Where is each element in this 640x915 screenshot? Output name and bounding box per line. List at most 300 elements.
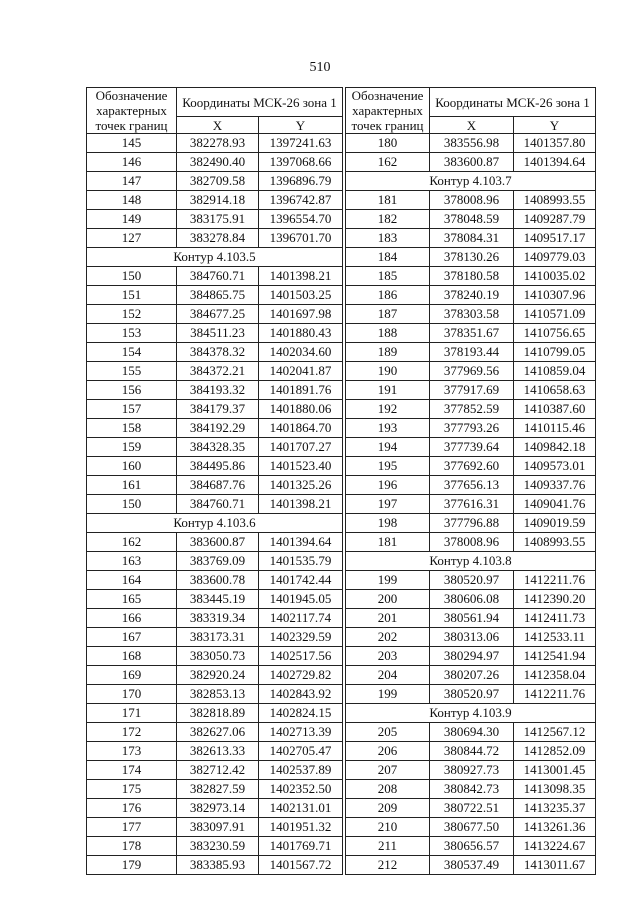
x-cell: 378303.58 (430, 305, 514, 324)
y-cell: 1402705.47 (259, 742, 343, 761)
x-cell: 380844.72 (430, 742, 514, 761)
point-cell: 178 (87, 837, 177, 856)
point-cell: 166 (87, 609, 177, 628)
table-row (346, 723, 596, 742)
x-cell: 382613.33 (177, 742, 259, 761)
y-cell: 1401707.27 (259, 438, 343, 457)
point-cell: 206 (346, 742, 430, 761)
x-cell: 377739.64 (430, 438, 514, 457)
point-cell: 152 (87, 305, 177, 324)
x-cell: 378084.31 (430, 229, 514, 248)
y-cell: 1396554.70 (259, 210, 343, 229)
section-label: Контур 4.103.7 (346, 172, 596, 191)
table-row (346, 514, 596, 533)
table-row (346, 210, 596, 229)
table-row (87, 438, 343, 457)
y-cell: 1401864.70 (259, 419, 343, 438)
point-cell: 180 (346, 134, 430, 153)
table-row (87, 476, 343, 495)
section-row (87, 248, 343, 267)
table-row (87, 343, 343, 362)
x-cell: 377616.31 (430, 495, 514, 514)
point-cell: 165 (87, 590, 177, 609)
y-cell: 1401880.06 (259, 400, 343, 419)
y-cell: 1401503.25 (259, 286, 343, 305)
x-cell: 378193.44 (430, 343, 514, 362)
y-cell: 1410756.65 (514, 324, 596, 343)
x-cell: 383175.91 (177, 210, 259, 229)
y-cell: 1402329.59 (259, 628, 343, 647)
x-cell: 380694.30 (430, 723, 514, 742)
table-row (346, 818, 596, 837)
point-cell: 184 (346, 248, 430, 267)
x-cell: 383173.31 (177, 628, 259, 647)
point-cell: 150 (87, 267, 177, 286)
y-cell: 1409573.01 (514, 457, 596, 476)
point-cell: 199 (346, 685, 430, 704)
table-row (87, 761, 343, 780)
y-cell: 1402824.15 (259, 704, 343, 723)
y-cell: 1401697.98 (259, 305, 343, 324)
table-row (87, 210, 343, 229)
point-cell: 170 (87, 685, 177, 704)
y-cell: 1409287.79 (514, 210, 596, 229)
y-cell: 1413224.67 (514, 837, 596, 856)
x-cell: 382712.42 (177, 761, 259, 780)
point-cell: 163 (87, 552, 177, 571)
x-cell: 382973.14 (177, 799, 259, 818)
point-cell: 207 (346, 761, 430, 780)
x-cell: 383097.91 (177, 818, 259, 837)
x-cell: 384179.37 (177, 400, 259, 419)
x-cell: 378048.59 (430, 210, 514, 229)
x-cell: 377852.59 (430, 400, 514, 419)
point-cell: 192 (346, 400, 430, 419)
point-cell: 148 (87, 191, 177, 210)
table-row (87, 419, 343, 438)
x-cell: 382490.40 (177, 153, 259, 172)
point-cell: 158 (87, 419, 177, 438)
y-cell: 1397241.63 (259, 134, 343, 153)
point-cell: 159 (87, 438, 177, 457)
point-cell: 177 (87, 818, 177, 837)
x-column-header: X (177, 117, 259, 134)
x-cell: 382853.13 (177, 685, 259, 704)
point-cell: 150 (87, 495, 177, 514)
y-cell: 1410115.46 (514, 419, 596, 438)
point-cell: 174 (87, 761, 177, 780)
section-row (346, 172, 596, 191)
x-cell: 382709.58 (177, 172, 259, 191)
point-cell: 209 (346, 799, 430, 818)
point-cell: 197 (346, 495, 430, 514)
y-cell: 1402713.39 (259, 723, 343, 742)
y-cell: 1410571.09 (514, 305, 596, 324)
point-cell: 156 (87, 381, 177, 400)
x-column-header: X (430, 117, 514, 134)
y-cell: 1402729.82 (259, 666, 343, 685)
point-cell: 155 (87, 362, 177, 381)
point-cell: 193 (346, 419, 430, 438)
point-cell: 208 (346, 780, 430, 799)
y-cell: 1401325.26 (259, 476, 343, 495)
point-cell: 182 (346, 210, 430, 229)
point-cell: 186 (346, 286, 430, 305)
table-row (87, 153, 343, 172)
y-cell: 1402117.74 (259, 609, 343, 628)
y-cell: 1412211.76 (514, 685, 596, 704)
table-row (87, 799, 343, 818)
y-cell: 1413235.37 (514, 799, 596, 818)
point-cell: 199 (346, 571, 430, 590)
table-body-right (346, 134, 596, 875)
x-cell: 384193.32 (177, 381, 259, 400)
x-cell: 377793.26 (430, 419, 514, 438)
x-cell: 377969.56 (430, 362, 514, 381)
y-cell: 1402041.87 (259, 362, 343, 381)
table-row (346, 438, 596, 457)
x-cell: 382627.06 (177, 723, 259, 742)
point-cell: 185 (346, 267, 430, 286)
table-row (87, 837, 343, 856)
table-row (346, 761, 596, 780)
point-cell: 172 (87, 723, 177, 742)
y-cell: 1410307.96 (514, 286, 596, 305)
y-cell: 1401951.32 (259, 818, 343, 837)
x-cell: 383600.87 (177, 533, 259, 552)
y-cell: 1401394.64 (514, 153, 596, 172)
table-row (87, 685, 343, 704)
table-row (87, 590, 343, 609)
section-row (87, 514, 343, 533)
y-cell: 1402352.50 (259, 780, 343, 799)
point-cell: 202 (346, 628, 430, 647)
point-cell: 154 (87, 343, 177, 362)
point-cell: 167 (87, 628, 177, 647)
y-column-header: Y (514, 117, 596, 134)
point-cell: 195 (346, 457, 430, 476)
table-row (346, 628, 596, 647)
table-row (346, 362, 596, 381)
point-cell: 168 (87, 647, 177, 666)
page-number: 510 (309, 60, 331, 75)
x-cell: 380207.26 (430, 666, 514, 685)
x-cell: 378130.26 (430, 248, 514, 267)
table-row (346, 381, 596, 400)
table-row (87, 780, 343, 799)
table-row (87, 305, 343, 324)
point-cell: 145 (87, 134, 177, 153)
table-row (346, 419, 596, 438)
point-cell: 190 (346, 362, 430, 381)
table-row (87, 818, 343, 837)
table-row (346, 324, 596, 343)
x-cell: 378240.19 (430, 286, 514, 305)
x-cell: 382827.59 (177, 780, 259, 799)
y-cell: 1401880.43 (259, 324, 343, 343)
x-cell: 380294.97 (430, 647, 514, 666)
point-cell: 171 (87, 704, 177, 723)
point-cell: 187 (346, 305, 430, 324)
table-row (346, 248, 596, 267)
point-cell: 127 (87, 229, 177, 248)
point-cell: 179 (87, 856, 177, 875)
table-row (87, 533, 343, 552)
y-cell: 1409517.17 (514, 229, 596, 248)
table-row (346, 533, 596, 552)
x-cell: 382920.24 (177, 666, 259, 685)
x-cell: 384687.76 (177, 476, 259, 495)
y-cell: 1401398.21 (259, 267, 343, 286)
section-label: Контур 4.103.8 (346, 552, 596, 571)
point-cell: 176 (87, 799, 177, 818)
y-cell: 1409019.59 (514, 514, 596, 533)
x-cell: 380520.97 (430, 571, 514, 590)
point-cell: 175 (87, 780, 177, 799)
table-row (346, 856, 596, 875)
y-column-header: Y (259, 117, 343, 134)
x-cell: 382914.18 (177, 191, 259, 210)
y-cell: 1413011.67 (514, 856, 596, 875)
x-cell: 383556.98 (430, 134, 514, 153)
y-cell: 1402517.56 (259, 647, 343, 666)
table-row (87, 571, 343, 590)
section-label: Контур 4.103.5 (87, 248, 343, 267)
section-row (346, 552, 596, 571)
x-cell: 384511.23 (177, 324, 259, 343)
table-row (87, 229, 343, 248)
y-cell: 1401891.76 (259, 381, 343, 400)
point-cell: 188 (346, 324, 430, 343)
y-cell: 1402034.60 (259, 343, 343, 362)
point-column-header: Обозначение характерных точек границ (87, 88, 177, 134)
table-row (87, 704, 343, 723)
x-cell: 383769.09 (177, 552, 259, 571)
y-cell: 1401398.21 (259, 495, 343, 514)
table-row (87, 362, 343, 381)
point-cell: 204 (346, 666, 430, 685)
point-cell: 198 (346, 514, 430, 533)
table-row (87, 552, 343, 571)
point-cell: 162 (346, 153, 430, 172)
y-cell: 1412211.76 (514, 571, 596, 590)
y-cell: 1401769.71 (259, 837, 343, 856)
x-cell: 384760.71 (177, 495, 259, 514)
table-row (87, 400, 343, 419)
table-row (346, 191, 596, 210)
point-cell: 191 (346, 381, 430, 400)
table-row (346, 134, 596, 153)
table-row (346, 571, 596, 590)
table-row (346, 457, 596, 476)
x-cell: 378008.96 (430, 533, 514, 552)
y-cell: 1402131.01 (259, 799, 343, 818)
table-row (346, 837, 596, 856)
y-cell: 1409337.76 (514, 476, 596, 495)
y-cell: 1402537.89 (259, 761, 343, 780)
y-cell: 1412358.04 (514, 666, 596, 685)
coordinates-table-left (86, 87, 343, 875)
point-cell: 147 (87, 172, 177, 191)
table-row (87, 172, 343, 191)
section-row (346, 704, 596, 723)
table-row (346, 647, 596, 666)
point-cell: 146 (87, 153, 177, 172)
x-cell: 382818.89 (177, 704, 259, 723)
table-row (346, 343, 596, 362)
x-cell: 380606.08 (430, 590, 514, 609)
x-cell: 380722.51 (430, 799, 514, 818)
y-cell: 1401523.40 (259, 457, 343, 476)
table-row (346, 780, 596, 799)
y-cell: 1412567.12 (514, 723, 596, 742)
table-row (87, 666, 343, 685)
x-cell: 384372.21 (177, 362, 259, 381)
table-row (346, 685, 596, 704)
table-row (87, 495, 343, 514)
table-row (87, 647, 343, 666)
y-cell: 1401567.72 (259, 856, 343, 875)
y-cell: 1412390.20 (514, 590, 596, 609)
table-row (346, 609, 596, 628)
x-cell: 377656.13 (430, 476, 514, 495)
point-cell: 201 (346, 609, 430, 628)
x-cell: 377692.60 (430, 457, 514, 476)
point-cell: 203 (346, 647, 430, 666)
point-cell: 183 (346, 229, 430, 248)
x-cell: 380927.73 (430, 761, 514, 780)
x-cell: 378008.96 (430, 191, 514, 210)
x-cell: 378351.67 (430, 324, 514, 343)
table-row (346, 305, 596, 324)
y-cell: 1401742.44 (259, 571, 343, 590)
x-cell: 382278.93 (177, 134, 259, 153)
y-cell: 1396896.79 (259, 172, 343, 191)
y-cell: 1412533.11 (514, 628, 596, 647)
point-cell: 149 (87, 210, 177, 229)
y-cell: 1408993.55 (514, 533, 596, 552)
x-cell: 383445.19 (177, 590, 259, 609)
x-cell: 380313.06 (430, 628, 514, 647)
y-cell: 1412541.94 (514, 647, 596, 666)
table-row (346, 229, 596, 248)
x-cell: 380677.50 (430, 818, 514, 837)
table-row (87, 286, 343, 305)
x-cell: 384677.25 (177, 305, 259, 324)
table-row (346, 476, 596, 495)
table-row (87, 191, 343, 210)
table-row (346, 267, 596, 286)
y-cell: 1410658.63 (514, 381, 596, 400)
y-cell: 1396701.70 (259, 229, 343, 248)
x-cell: 380656.57 (430, 837, 514, 856)
point-cell: 181 (346, 533, 430, 552)
point-column-header: Обозначение характерных точек границ (346, 88, 430, 134)
table-row (87, 457, 343, 476)
point-cell: 162 (87, 533, 177, 552)
section-label: Контур 4.103.6 (87, 514, 343, 533)
point-cell: 210 (346, 818, 430, 837)
table-row (346, 666, 596, 685)
point-cell: 160 (87, 457, 177, 476)
y-cell: 1413001.45 (514, 761, 596, 780)
point-cell: 153 (87, 324, 177, 343)
y-cell: 1408993.55 (514, 191, 596, 210)
x-cell: 383385.93 (177, 856, 259, 875)
table-row (87, 381, 343, 400)
x-cell: 377917.69 (430, 381, 514, 400)
point-cell: 161 (87, 476, 177, 495)
point-cell: 212 (346, 856, 430, 875)
point-cell: 164 (87, 571, 177, 590)
table-row (346, 400, 596, 419)
x-cell: 383050.73 (177, 647, 259, 666)
y-cell: 1401394.64 (259, 533, 343, 552)
table-row (346, 286, 596, 305)
table-row (87, 134, 343, 153)
x-cell: 383230.59 (177, 837, 259, 856)
x-cell: 380842.73 (430, 780, 514, 799)
x-cell: 380561.94 (430, 609, 514, 628)
x-cell: 384865.75 (177, 286, 259, 305)
x-cell: 380520.97 (430, 685, 514, 704)
x-cell: 380537.49 (430, 856, 514, 875)
x-cell: 383319.34 (177, 609, 259, 628)
table-row (87, 609, 343, 628)
y-cell: 1402843.92 (259, 685, 343, 704)
x-cell: 383278.84 (177, 229, 259, 248)
x-cell: 378180.58 (430, 267, 514, 286)
table-row (87, 742, 343, 761)
x-cell: 384378.32 (177, 343, 259, 362)
point-cell: 169 (87, 666, 177, 685)
point-cell: 200 (346, 590, 430, 609)
x-cell: 384760.71 (177, 267, 259, 286)
point-cell: 173 (87, 742, 177, 761)
y-cell: 1410035.02 (514, 267, 596, 286)
table-row (87, 324, 343, 343)
section-label: Контур 4.103.9 (346, 704, 596, 723)
table-row (346, 799, 596, 818)
point-cell: 189 (346, 343, 430, 362)
y-cell: 1413098.35 (514, 780, 596, 799)
coordinates-table-right (345, 87, 596, 875)
y-cell: 1409842.18 (514, 438, 596, 457)
y-cell: 1409779.03 (514, 248, 596, 267)
table-row (87, 723, 343, 742)
y-cell: 1397068.66 (259, 153, 343, 172)
y-cell: 1409041.76 (514, 495, 596, 514)
point-cell: 205 (346, 723, 430, 742)
x-cell: 377796.88 (430, 514, 514, 533)
coord-system-header: Координаты МСК-26 зона 1 (177, 88, 343, 117)
point-cell: 151 (87, 286, 177, 305)
x-cell: 384192.29 (177, 419, 259, 438)
point-cell: 194 (346, 438, 430, 457)
y-cell: 1401945.05 (259, 590, 343, 609)
y-cell: 1413261.36 (514, 818, 596, 837)
table-row (87, 628, 343, 647)
table-row (87, 856, 343, 875)
x-cell: 383600.87 (430, 153, 514, 172)
point-cell: 181 (346, 191, 430, 210)
y-cell: 1410387.60 (514, 400, 596, 419)
x-cell: 384328.35 (177, 438, 259, 457)
point-cell: 211 (346, 837, 430, 856)
y-cell: 1401357.80 (514, 134, 596, 153)
x-cell: 383600.78 (177, 571, 259, 590)
y-cell: 1396742.87 (259, 191, 343, 210)
